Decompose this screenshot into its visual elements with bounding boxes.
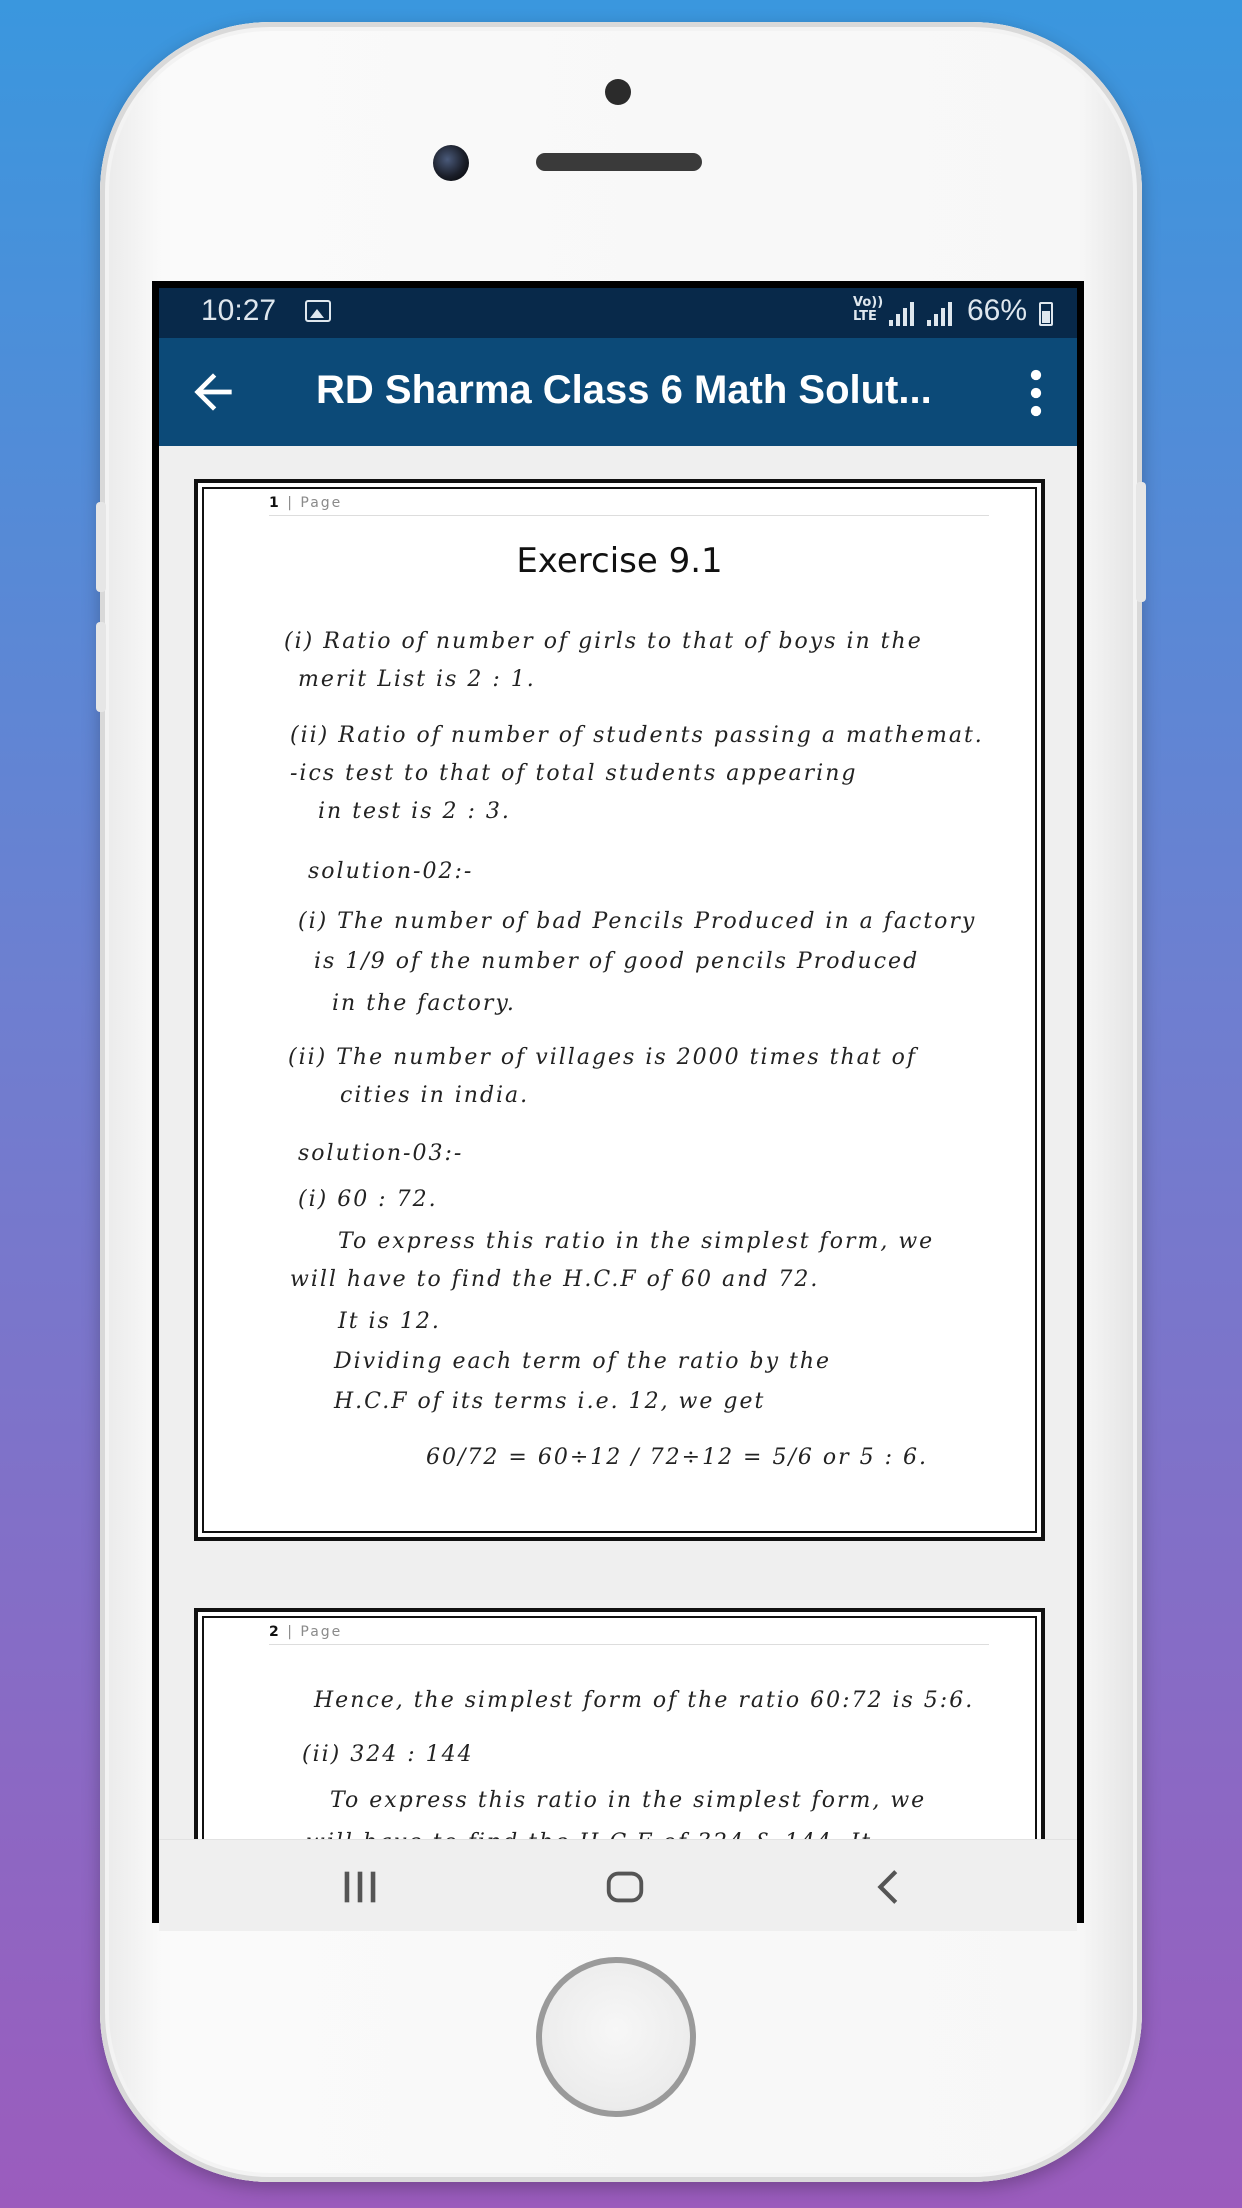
back-icon[interactable]: [867, 1864, 913, 1910]
handwritten-line: (ii) The number of villages is 2000 times that of: [288, 1045, 918, 1070]
handwritten-line: is 1/9 of the number of good pencils Produced: [314, 949, 920, 974]
device-screen: [152, 281, 1084, 1923]
pdf-viewer[interactable]: [159, 446, 1077, 1839]
app-title: RD Sharma Class 6 Math Solut...: [316, 368, 932, 412]
page-header: 2 | Page: [269, 1624, 989, 1645]
handwritten-line: H.C.F of its terms i.e. 12, we get: [334, 1389, 766, 1414]
signal-icon: [927, 300, 957, 326]
handwritten-line: (ii) Ratio of number of students passing a mathemat.: [290, 723, 984, 748]
earpiece-speaker: [536, 153, 702, 171]
image-icon: [305, 300, 331, 322]
app-bar: [159, 338, 1077, 446]
page-number: 2: [269, 1624, 281, 1640]
handwritten-line: To express this ratio in the simplest form, we: [338, 1229, 935, 1254]
handwritten-line: in the factory.: [332, 991, 516, 1016]
handwritten-line: solution-02:-: [308, 859, 474, 884]
handwritten-line: (i) The number of bad Pencils Produced in a factory: [298, 909, 977, 934]
battery-icon: [1039, 302, 1053, 326]
signal-icon: [889, 300, 919, 326]
volte-indicator: [853, 296, 883, 324]
handwritten-line: Hence, the simplest form of the ratio 60:72 is 5:6.: [314, 1688, 975, 1713]
hardware-home-button[interactable]: [536, 1957, 696, 2117]
volume-button: [96, 622, 106, 712]
handwritten-line: will have to find the H.C.F of 60 and 72.: [290, 1267, 820, 1292]
front-camera: [433, 145, 469, 181]
volte-line: Vo)): [853, 295, 884, 310]
sensor-dot: [605, 79, 631, 105]
handwritten-line: (i) 60 : 72.: [298, 1187, 438, 1212]
handwritten-line: (ii) 324 : 144: [302, 1742, 474, 1767]
handwritten-line: in test is 2 : 3.: [318, 799, 511, 824]
exercise-title: Exercise 9.1: [516, 541, 723, 581]
recent-apps-icon[interactable]: [337, 1864, 383, 1910]
handwritten-line: (i) Ratio of number of girls to that of boys in the: [284, 629, 923, 654]
page-label: Page: [300, 1624, 343, 1640]
status-bar: [159, 288, 1077, 338]
page-header: 1 | Page: [269, 495, 989, 516]
handwritten-line: It is 12.: [338, 1309, 441, 1334]
handwritten-line: Dividing each term of the ratio by the: [334, 1349, 832, 1374]
battery-percentage: 66%: [967, 294, 1028, 327]
more-vert-icon[interactable]: [1021, 366, 1051, 420]
power-button: [1136, 482, 1146, 602]
page-label: Page: [300, 495, 343, 511]
navigation-bar: [159, 1839, 1077, 1931]
pdf-page: [194, 479, 1045, 1541]
arrow-left-icon[interactable]: [185, 364, 241, 420]
handwritten-line: To express this ratio in the simplest form, we: [330, 1788, 927, 1813]
volume-button: [96, 502, 106, 592]
handwritten-line: 60/72 = 60÷12 / 72÷12 = 5/6 or 5 : 6.: [426, 1445, 929, 1470]
handwritten-line: cities in india.: [340, 1083, 530, 1108]
handwritten-line: -ics test to that of total students appearing: [290, 761, 858, 786]
page-number: 1: [269, 495, 281, 511]
home-icon[interactable]: [602, 1864, 648, 1910]
handwritten-line: merit List is 2 : 1.: [298, 667, 536, 692]
status-time: 10:27: [201, 294, 277, 327]
volte-line: LTE: [853, 309, 877, 324]
handwritten-line: solution-03:-: [298, 1141, 464, 1166]
